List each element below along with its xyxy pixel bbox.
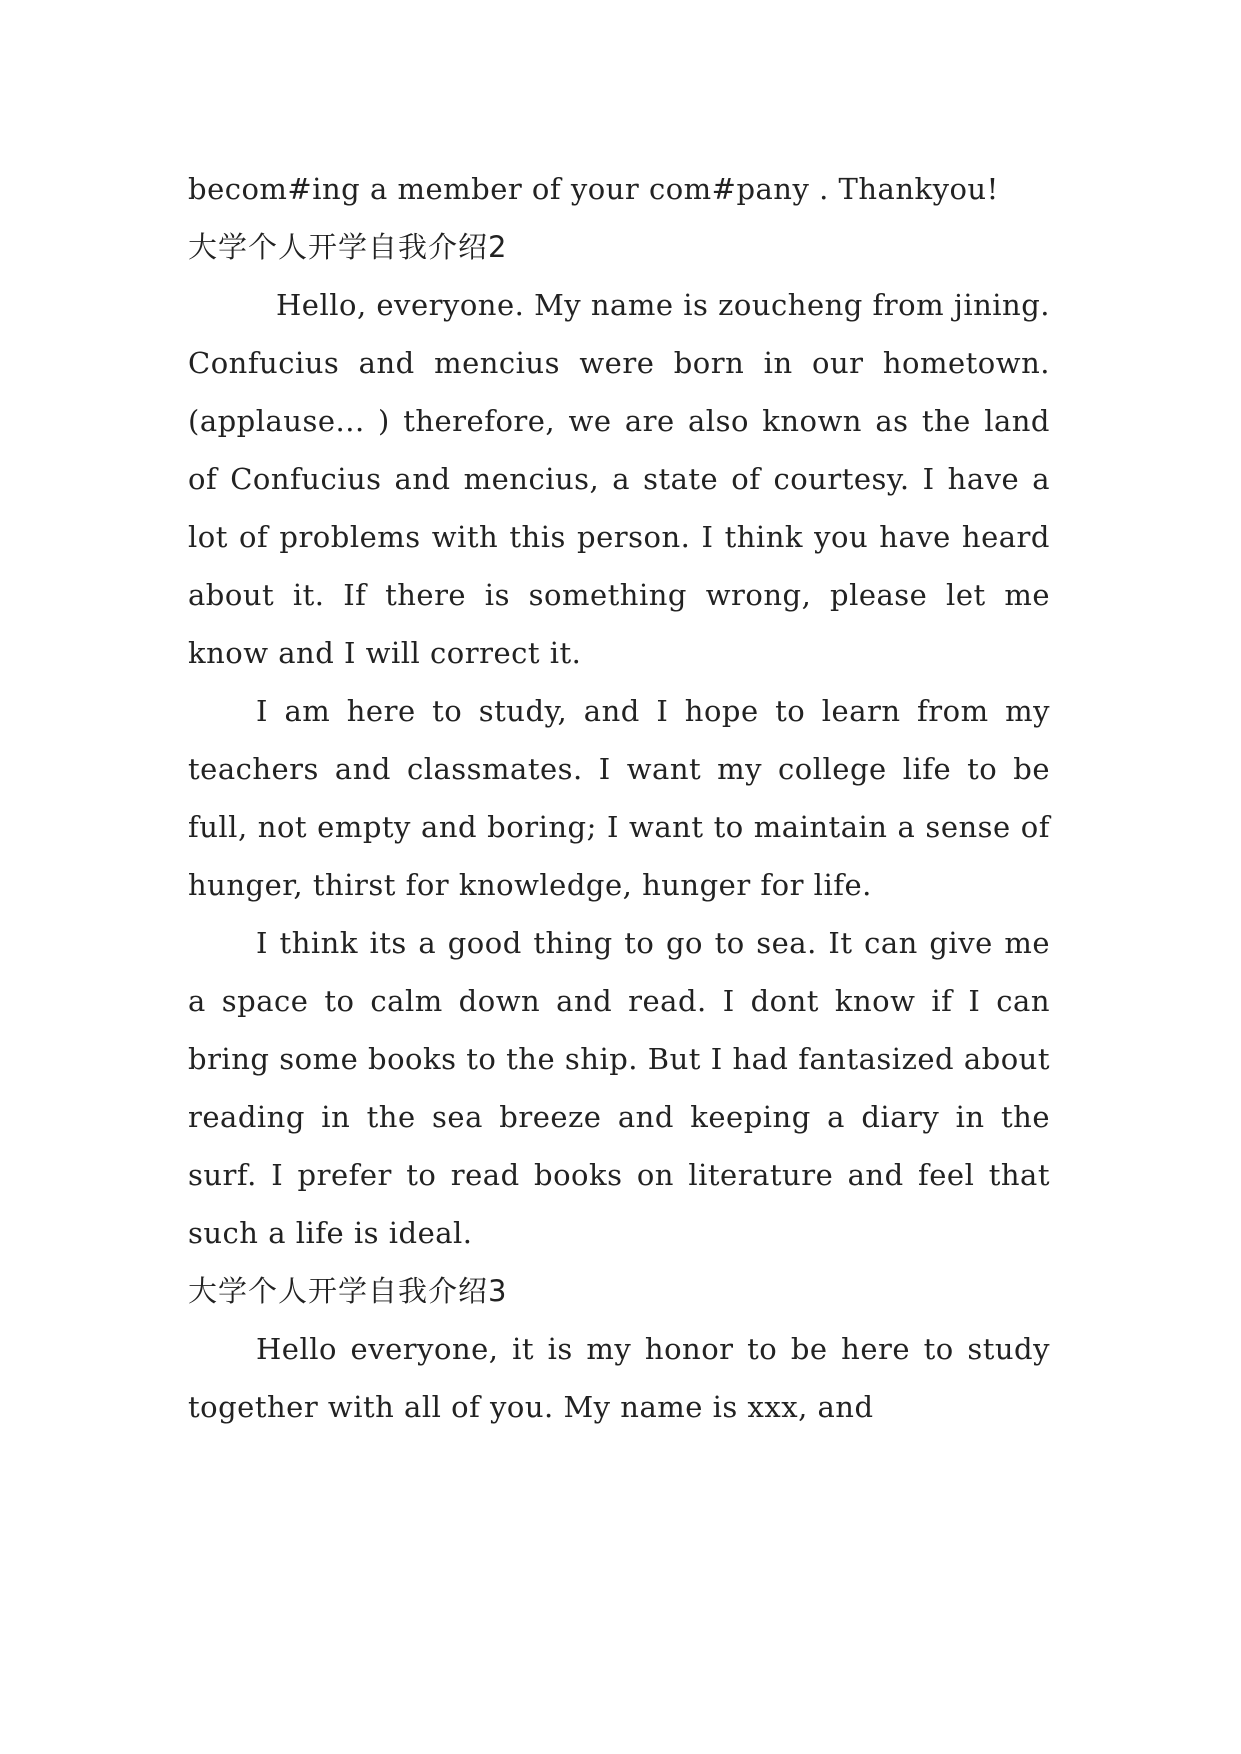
section-heading-2: 大学个人开学自我介绍2 xyxy=(188,230,508,264)
paragraph-2-2: I am here to study, and I hope to learn from my teachers and classmates. I want my college life to be full, not empty and boring; I want to maintain a sense of hunger, thirst for knowledge, hunger for life. xyxy=(188,694,1050,902)
lead-line: becom#ing a member of your com#pany . Thankyou! xyxy=(188,172,999,206)
paragraph-2-3: I think its a good thing to go to sea. It can give me a space to calm down and read. I dont know if I can bring some books to the ship. But I had fantasized about reading in the sea breeze and keeping a diary in the surf. I prefer to read books on literature and feel that such a life is ideal. xyxy=(188,926,1050,1250)
paragraph-2-1: Hello, everyone. My name is zoucheng from jining. Confucius and mencius were born in our hometown. (applause... ) therefore, we are also known as the land of Confucius and mencius, a state of courtesy. I have a lot of problems with this person. I think you have heard about it. If there is something wrong, please let me know and I will correct it. xyxy=(188,288,1051,670)
document-page xyxy=(188,160,1050,1436)
paragraph-3-1: Hello everyone, it is my honor to be here to study together with all of you. My name is xxx, and xyxy=(188,1332,1050,1424)
section-heading-3: 大学个人开学自我介绍3 xyxy=(188,1274,508,1308)
